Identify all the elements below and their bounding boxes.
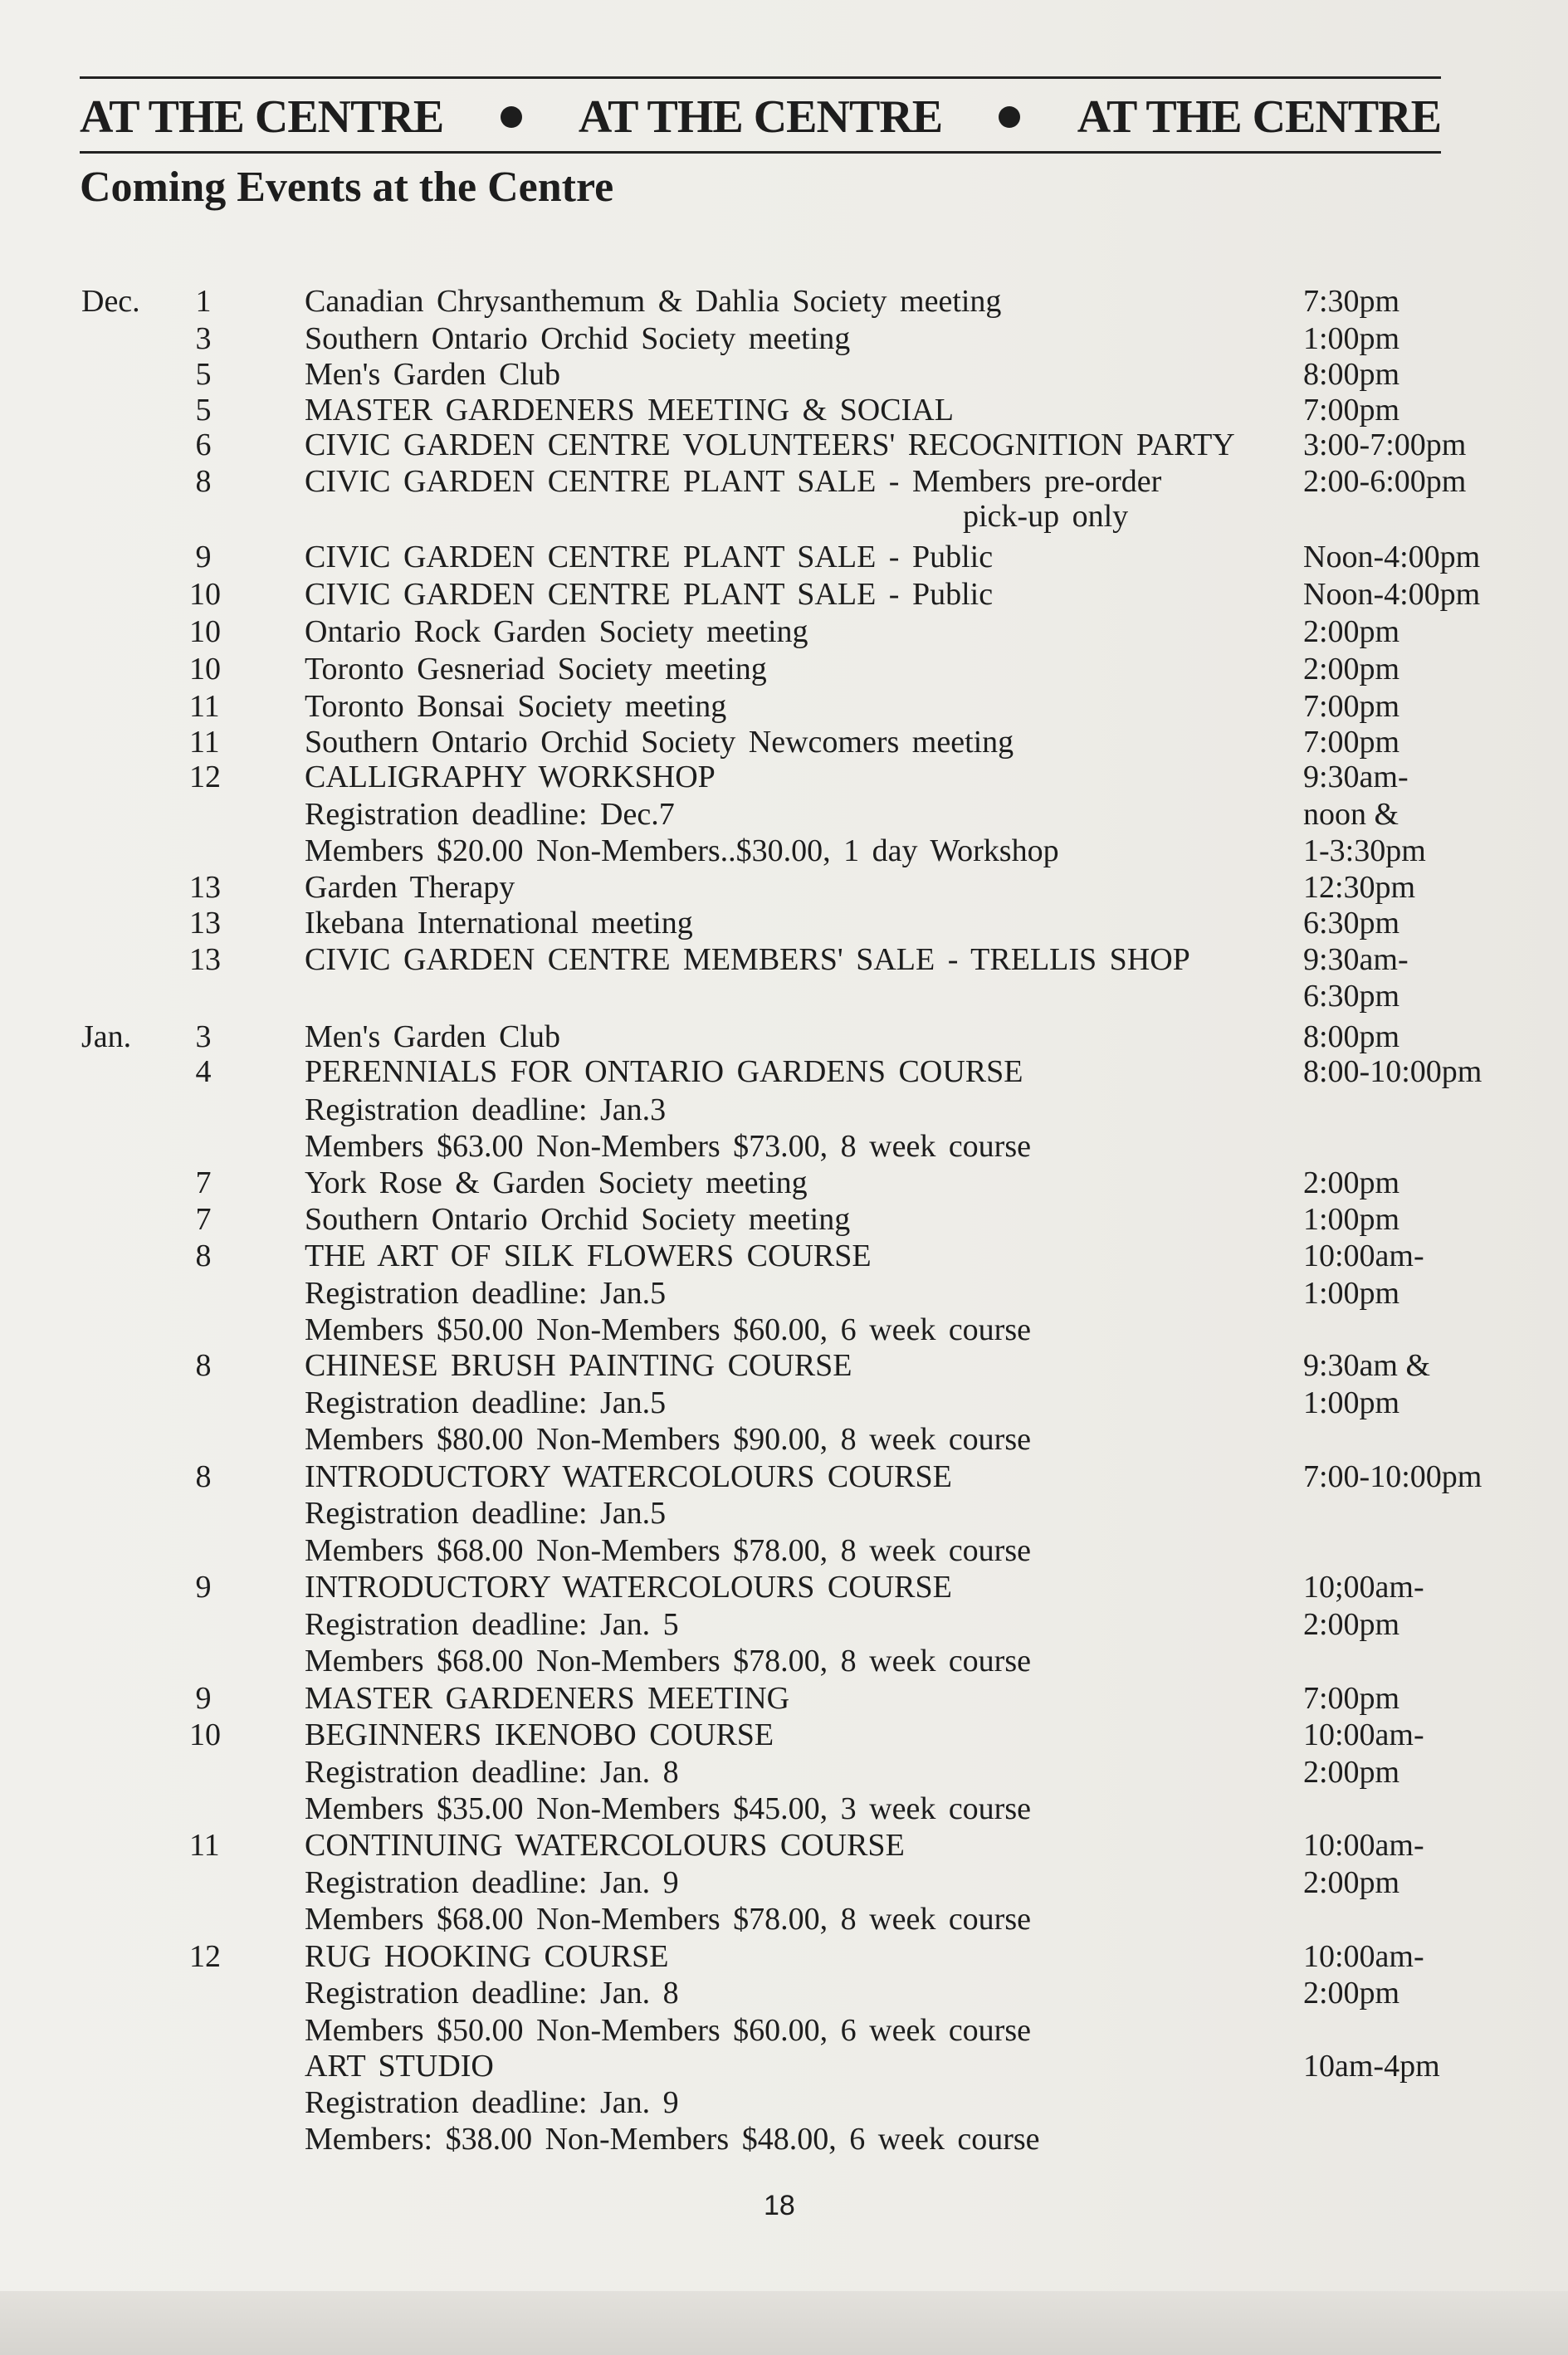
event-time: 7:00pm	[1303, 1681, 1400, 1716]
event-row	[0, 758, 1568, 796]
event-description: Toronto Gesneriad Society meeting	[305, 652, 767, 686]
event-description: CIVIC GARDEN CENTRE PLANT SALE - Public	[305, 577, 994, 612]
event-time: 2:00pm	[1303, 1865, 1400, 1900]
event-day: 13	[189, 942, 221, 977]
event-description: Toronto Bonsai Society meeting	[305, 689, 727, 724]
event-description: CIVIC GARDEN CENTRE VOLUNTEERS' RECOGNITION PARTY	[305, 428, 1235, 462]
event-description: INTRODUCTORY WATERCOLOURS COURSE	[305, 1570, 952, 1605]
event-time: 8:00-10:00pm	[1303, 1054, 1483, 1089]
event-day: 10	[189, 652, 221, 686]
event-row	[0, 1753, 1568, 1791]
event-time: 2:00pm	[1303, 1165, 1400, 1200]
event-time: 2:00pm	[1303, 652, 1400, 686]
event-description: Members $68.00 Non-Members $78.00, 8 week course	[305, 1902, 1031, 1937]
event-row	[0, 1458, 1568, 1496]
event-row	[0, 1532, 1568, 1570]
event-day: 1	[195, 284, 212, 319]
event-row	[0, 1568, 1568, 1606]
event-day: 5	[195, 393, 212, 428]
event-row	[0, 1346, 1568, 1385]
event-day: 3	[195, 321, 212, 356]
banner-text-1: AT THE CENTRE	[80, 91, 444, 143]
event-row	[0, 1420, 1568, 1458]
event-row	[0, 1790, 1568, 1828]
event-description: Registration deadline: Jan. 9	[305, 1865, 679, 1900]
event-description: pick-up only	[963, 499, 1129, 534]
event-row	[0, 1679, 1568, 1717]
event-description: Southern Ontario Orchid Society Newcomers meeting	[305, 725, 1014, 760]
event-row	[0, 977, 1568, 1015]
event-time: 2:00pm	[1303, 1976, 1400, 2011]
event-month: Dec.	[81, 284, 140, 319]
event-time: noon &	[1303, 797, 1399, 832]
event-day: 3	[195, 1019, 212, 1054]
event-description: CIVIC GARDEN CENTRE PLANT SALE - Members pre-order	[305, 464, 1162, 499]
event-description: Men's Garden Club	[305, 357, 561, 392]
event-row	[0, 613, 1568, 651]
event-row	[0, 1937, 1568, 1976]
event-day: 9	[195, 1570, 212, 1605]
event-time: 1:00pm	[1303, 1385, 1400, 1420]
event-row	[0, 2084, 1568, 2122]
event-time: 10am-4pm	[1303, 2049, 1440, 2084]
event-day: 12	[189, 760, 221, 794]
event-description: Members $35.00 Non-Members $45.00, 3 week course	[305, 1791, 1031, 1826]
event-description: Men's Garden Club	[305, 1019, 561, 1054]
event-description: Members $50.00 Non-Members $60.00, 6 week course	[305, 2013, 1031, 2048]
event-row	[0, 320, 1568, 358]
event-time: 10:00am-	[1303, 1717, 1424, 1752]
event-row	[0, 1311, 1568, 1349]
event-time: 12:30pm	[1303, 870, 1416, 905]
event-description: Members $20.00 Non-Members..$30.00, 1 day Workshop	[305, 833, 1059, 868]
event-day: 9	[195, 1681, 212, 1716]
event-row	[0, 282, 1568, 320]
event-row	[0, 904, 1568, 942]
event-description: Canadian Chrysanthemum & Dahlia Society meeting	[305, 284, 1002, 319]
event-time: 9:30am &	[1303, 1348, 1431, 1383]
event-day: 5	[195, 357, 212, 392]
event-description: Members $63.00 Non-Members $73.00, 8 week course	[305, 1129, 1031, 1164]
event-time: 7:30pm	[1303, 284, 1400, 319]
event-day: 7	[195, 1202, 212, 1237]
event-day: 8	[195, 464, 212, 499]
event-row	[0, 538, 1568, 576]
event-description: Southern Ontario Orchid Society meeting	[305, 321, 851, 356]
event-day: 8	[195, 1348, 212, 1383]
event-time: 10;00am-	[1303, 1570, 1424, 1605]
event-time: 8:00pm	[1303, 357, 1400, 392]
event-time: 9:30am-	[1303, 760, 1409, 794]
event-time: 10:00am-	[1303, 1939, 1424, 1974]
event-row	[0, 497, 1568, 535]
event-row	[0, 1900, 1568, 1938]
event-row	[0, 1642, 1568, 1680]
event-description: CIVIC GARDEN CENTRE MEMBERS' SALE - TRELLIS SHOP	[305, 942, 1190, 977]
event-description: Registration deadline: Dec.7	[305, 797, 675, 832]
event-description: York Rose & Garden Society meeting	[305, 1165, 808, 1200]
event-description: Members: $38.00 Non-Members $48.00, 6 week course	[305, 2122, 1040, 2157]
event-time: 2:00pm	[1303, 1755, 1400, 1790]
event-day: 6	[195, 428, 212, 462]
banner-text-3: AT THE CENTRE	[1077, 91, 1441, 143]
event-time: Noon-4:00pm	[1303, 577, 1481, 612]
event-day: 8	[195, 1459, 212, 1494]
event-day: 13	[189, 906, 221, 941]
event-description: Registration deadline: Jan.5	[305, 1385, 667, 1420]
event-row	[0, 1826, 1568, 1864]
event-row	[0, 462, 1568, 501]
event-time: 1-3:30pm	[1303, 833, 1426, 868]
event-description: Members $68.00 Non-Members $78.00, 8 week course	[305, 1644, 1031, 1678]
event-description: Registration deadline: Jan. 5	[305, 1607, 679, 1642]
event-time: 7:00pm	[1303, 393, 1400, 428]
event-description: Members $80.00 Non-Members $90.00, 8 week course	[305, 1422, 1031, 1457]
event-time: 2:00-6:00pm	[1303, 464, 1467, 499]
event-row	[0, 1974, 1568, 2012]
event-row	[0, 687, 1568, 726]
event-time: 1:00pm	[1303, 321, 1400, 356]
event-description: PERENNIALS FOR ONTARIO GARDENS COURSE	[305, 1054, 1023, 1089]
event-row	[0, 391, 1568, 429]
event-time: 3:00-7:00pm	[1303, 428, 1467, 462]
event-row	[0, 1237, 1568, 1275]
event-row	[0, 868, 1568, 906]
event-time: 6:30pm	[1303, 906, 1400, 941]
event-day: 11	[189, 725, 220, 760]
event-row	[0, 1384, 1568, 1422]
event-row	[0, 1274, 1568, 1312]
event-row	[0, 575, 1568, 613]
event-description: CHINESE BRUSH PAINTING COURSE	[305, 1348, 852, 1383]
event-row	[0, 2011, 1568, 2050]
event-row	[0, 1605, 1568, 1644]
event-row	[0, 1494, 1568, 1532]
event-day: 8	[195, 1239, 212, 1273]
event-time: 1:00pm	[1303, 1276, 1400, 1311]
event-description: CONTINUING WATERCOLOURS COURSE	[305, 1828, 905, 1863]
event-row	[0, 1053, 1568, 1091]
event-description: BEGINNERS IKENOBO COURSE	[305, 1717, 774, 1752]
event-description: Registration deadline: Jan. 8	[305, 1755, 679, 1790]
banner-text-2: AT THE CENTRE	[578, 91, 943, 143]
event-time: 9:30am-	[1303, 942, 1409, 977]
event-time: 7:00pm	[1303, 725, 1400, 760]
event-day: 4	[195, 1054, 212, 1089]
event-description: MASTER GARDENERS MEETING	[305, 1681, 790, 1716]
event-month: Jan.	[81, 1019, 132, 1054]
event-row	[0, 426, 1568, 464]
event-time: 2:00pm	[1303, 1607, 1400, 1642]
event-row	[0, 1018, 1568, 1056]
event-description: Members $68.00 Non-Members $78.00, 8 week course	[305, 1533, 1031, 1568]
event-day: 11	[189, 1828, 220, 1863]
event-row	[0, 1716, 1568, 1754]
event-row	[0, 941, 1568, 979]
event-time: 10:00am-	[1303, 1828, 1424, 1863]
event-time: 8:00pm	[1303, 1019, 1400, 1054]
event-description: Southern Ontario Orchid Society meeting	[305, 1202, 851, 1237]
event-time: 7:00pm	[1303, 689, 1400, 724]
event-row	[0, 2120, 1568, 2158]
event-description: CIVIC GARDEN CENTRE PLANT SALE - Public	[305, 540, 994, 574]
event-row	[0, 1864, 1568, 1902]
event-time: 7:00-10:00pm	[1303, 1459, 1483, 1494]
event-row	[0, 1127, 1568, 1165]
event-row	[0, 723, 1568, 761]
event-description: Registration deadline: Jan. 8	[305, 1976, 679, 2011]
event-day: 10	[189, 614, 221, 649]
event-row	[0, 650, 1568, 688]
event-description: MASTER GARDENERS MEETING & SOCIAL	[305, 393, 954, 428]
event-row	[0, 1164, 1568, 1202]
event-day: 13	[189, 870, 221, 905]
event-description: Ontario Rock Garden Society meeting	[305, 614, 808, 649]
event-time: 6:30pm	[1303, 979, 1400, 1014]
page-number: 18	[764, 2190, 795, 2221]
event-description: CALLIGRAPHY WORKSHOP	[305, 760, 716, 794]
event-row	[0, 832, 1568, 870]
event-time: Noon-4:00pm	[1303, 540, 1481, 574]
event-time: 10:00am-	[1303, 1239, 1424, 1273]
event-day: 9	[195, 540, 212, 574]
event-day: 12	[189, 1939, 221, 1974]
event-day: 7	[195, 1165, 212, 1200]
event-description: THE ART OF SILK FLOWERS COURSE	[305, 1239, 872, 1273]
event-description: Registration deadline: Jan.5	[305, 1276, 667, 1311]
event-time: 1:00pm	[1303, 1202, 1400, 1237]
event-row	[0, 1200, 1568, 1239]
event-row	[0, 2047, 1568, 2085]
event-row	[0, 795, 1568, 833]
event-row	[0, 355, 1568, 393]
event-day: 11	[189, 689, 220, 724]
event-day: 10	[189, 577, 221, 612]
event-description: Ikebana International meeting	[305, 906, 693, 941]
page-title: Coming Events at the Centre	[80, 164, 614, 211]
event-description: Registration deadline: Jan.3	[305, 1092, 667, 1127]
event-day: 10	[189, 1717, 221, 1752]
event-time: 2:00pm	[1303, 614, 1400, 649]
event-description: Registration deadline: Jan. 9	[305, 2085, 679, 2120]
event-description: Garden Therapy	[305, 870, 515, 905]
event-description: Members $50.00 Non-Members $60.00, 6 week course	[305, 1312, 1031, 1347]
event-description: ART STUDIO	[305, 2049, 494, 2084]
event-description: Registration deadline: Jan.5	[305, 1496, 667, 1531]
event-description: INTRODUCTORY WATERCOLOURS COURSE	[305, 1459, 952, 1494]
event-description: RUG HOOKING COURSE	[305, 1939, 669, 1974]
event-row	[0, 1091, 1568, 1129]
